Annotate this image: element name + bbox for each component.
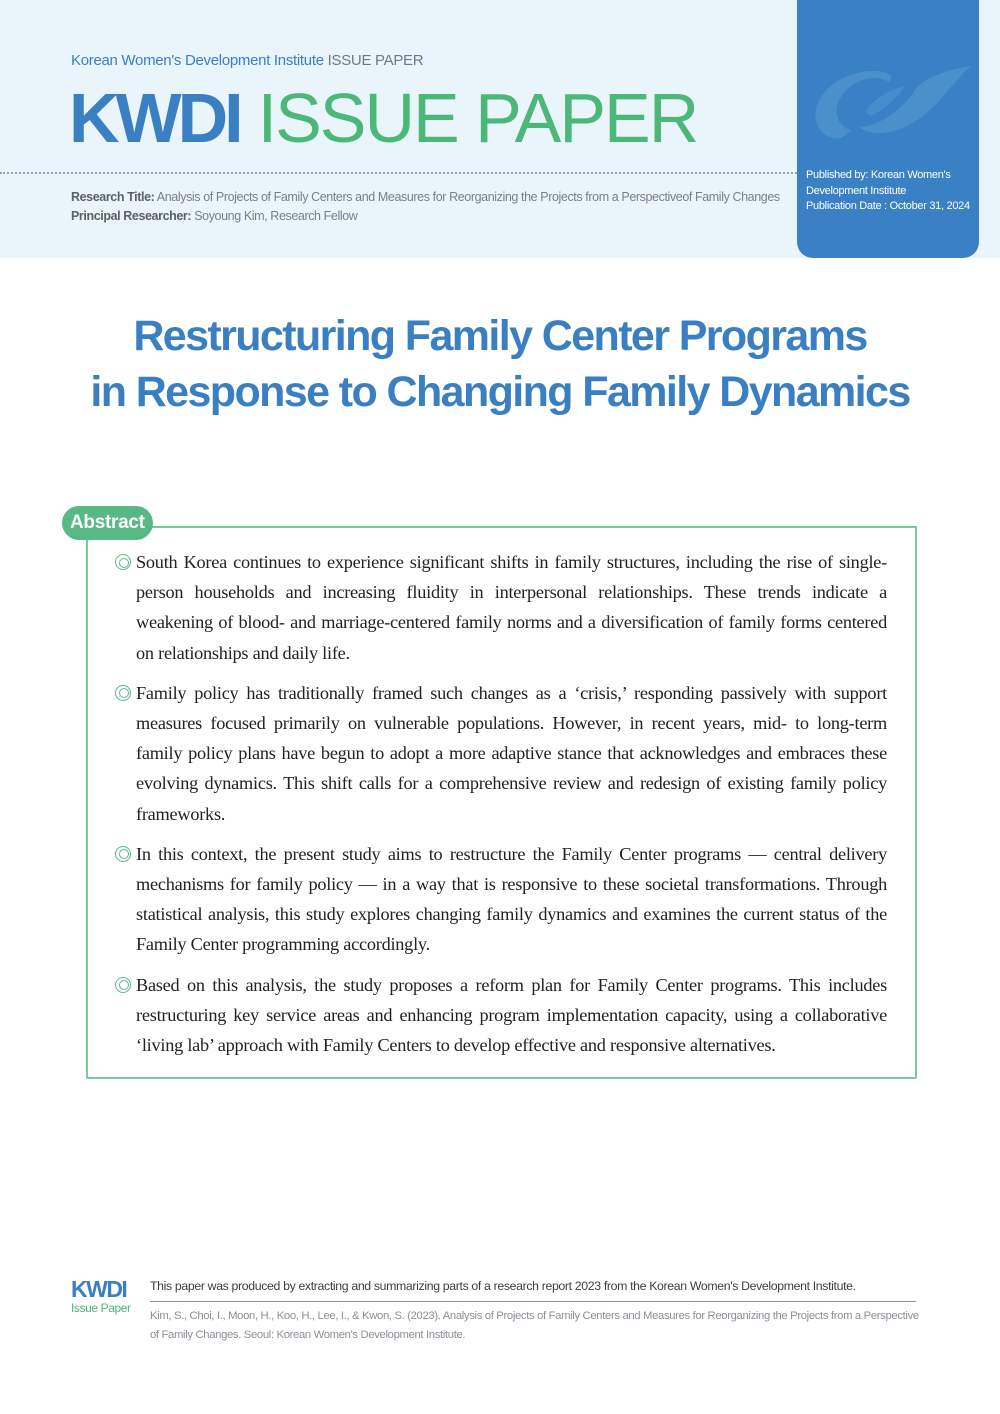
footer-citation: Kim, S., Choi, I., Moon, H., Koo, H., Lee, I., & Kwon, S. (2023). Analysis of Projects of Family Centers and Measures for Reorganizing the Projects from a Perspective of Family Changes. Seoul: Korean Women's Development Institute. <box>150 1310 919 1341</box>
published-by: Published by: Korean Women's <box>806 169 951 181</box>
abstract-paragraph-text: Based on this analysis, the study proposes a reform plan for Family Center programs. This includes restructuring key service areas and enhancing program implementation capacity, using a collaborative ‘living lab’ approach with Family Centers to develop effective and responsive alternatives. <box>136 974 887 1056</box>
footer-logo-kwdi: KWDI <box>71 1276 127 1302</box>
researcher-name: Soyoung Kim, Research Fellow <box>194 209 358 223</box>
title-line-2: in Response to Changing Family Dynamics <box>90 368 910 416</box>
footer-logo <box>71 1277 131 1315</box>
research-title-line <box>71 188 780 207</box>
double-circle-bullet-icon <box>115 846 131 862</box>
abstract-label: Abstract <box>62 506 153 540</box>
publication-date: Publication Date : October 31, 2024 <box>806 200 970 212</box>
org-name: Korean Women's Development Institute <box>71 52 324 69</box>
page-title <box>0 308 1000 420</box>
research-title-label: Research Title: <box>71 190 155 204</box>
abstract-body <box>115 547 887 1070</box>
footer-logo-issue-paper: Issue Paper <box>71 1301 131 1315</box>
double-circle-bullet-icon <box>115 554 131 570</box>
research-meta <box>71 188 780 226</box>
masthead-kwdi: KWDI <box>69 79 240 157</box>
masthead-issue-paper: ISSUE PAPER <box>257 79 698 157</box>
abstract-paragraph-text: Family policy has traditionally framed such changes as a ‘crisis,’ responding passively with support measures focused primarily on vulnerable populations. However, in recent years, mid- to long-term family policy plans have begun to adopt a more adaptive stance that acknowledges and embraces these evolving dynamics. This shift calls for a comprehensive review and redesign of existing family policy frameworks. <box>136 682 887 824</box>
abstract-paragraph <box>115 839 887 960</box>
publication-info <box>806 168 978 215</box>
abstract-paragraph-text: In this context, the present study aims to restructure the Family Center programs — central delivery mechanisms for family policy — in a way that is responsive to these societal transformations. Through statistical analysis, this study explores changing family dynamics and examines the current status of the Family Center programming accordingly. <box>136 843 887 955</box>
abstract-paragraph <box>115 547 887 668</box>
abstract-paragraph <box>115 970 887 1061</box>
series-tag: ISSUE PAPER <box>327 52 424 69</box>
masthead <box>69 74 697 162</box>
series-supertitle <box>71 52 423 69</box>
publication-tab <box>797 0 979 258</box>
abstract-paragraph <box>115 678 887 829</box>
footer-note: This paper was produced by extracting and summarizing parts of a research report 2023 from the Korean Women's Development Institute. <box>150 1279 856 1293</box>
abstract-paragraph-text: South Korea continues to experience significant shifts in family structures, including the rise of single-person households and increasing fluidity in interpersonal relationships. These trends indicate a weakening of blood- and marriage-centered family norms and a diversification of family forms centered on relationships and daily life. <box>136 552 887 663</box>
published-by-cont: Development Institute <box>806 184 907 197</box>
researcher-line <box>71 207 780 226</box>
double-circle-bullet-icon <box>115 977 131 993</box>
double-circle-bullet-icon <box>115 685 131 701</box>
footer-divider <box>150 1301 916 1302</box>
research-title: Analysis of Projects of Family Centers and Measures for Reorganizing the Projects from a Perspectiveof Family Changes <box>156 190 780 204</box>
header-divider <box>0 172 797 174</box>
title-line-1: Restructuring Family Center Programs <box>133 312 867 360</box>
kwdi-emblem-icon <box>803 60 973 150</box>
researcher-label: Principal Researcher: <box>71 209 192 223</box>
